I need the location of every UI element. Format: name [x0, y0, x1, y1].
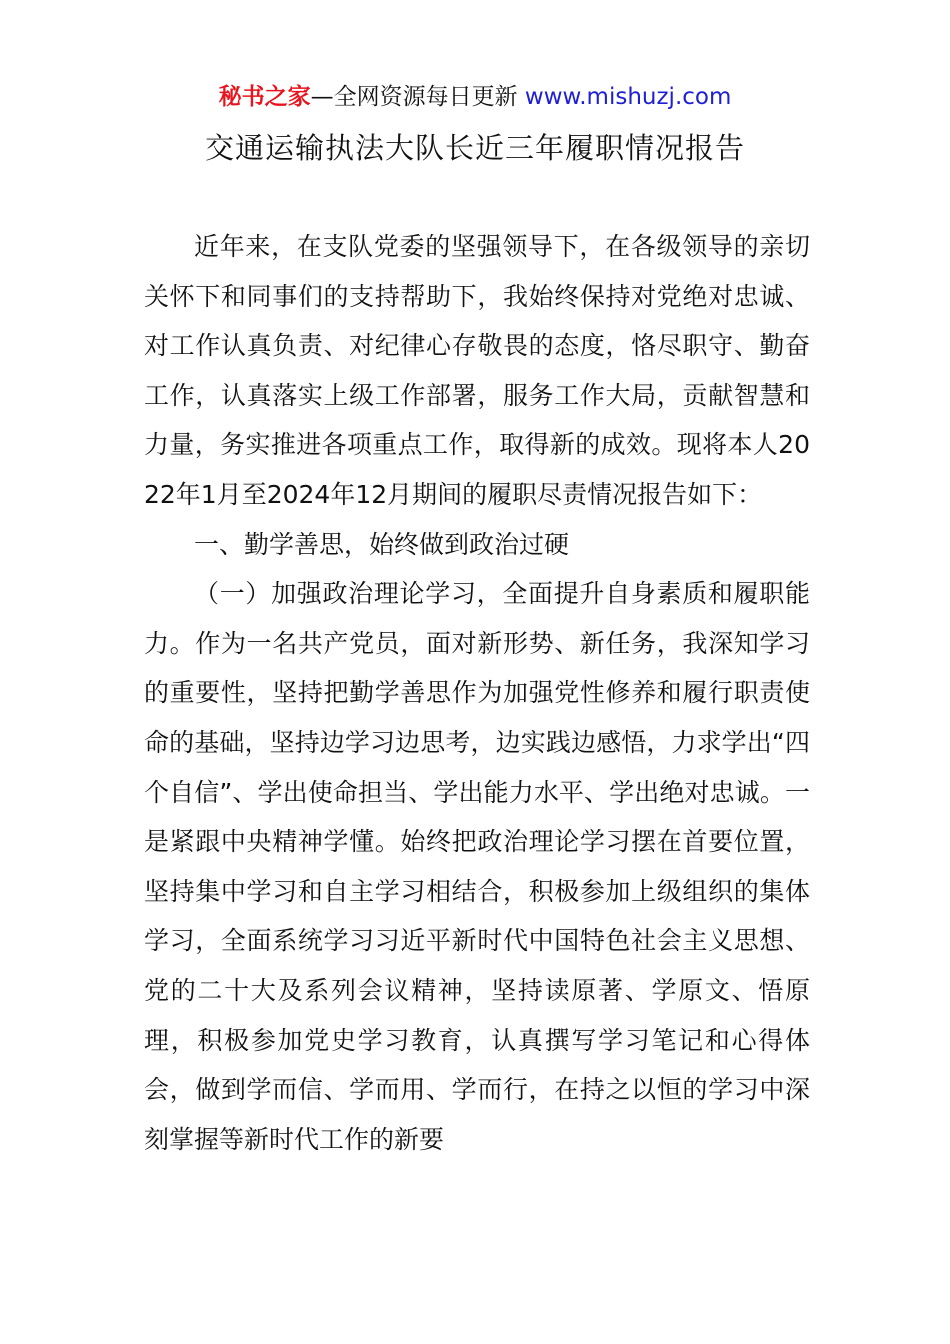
paragraph-intro: 近年来，在支队党委的坚强领导下，在各级领导的亲切关怀下和同事们的支持帮助下，我始终保持对党绝对忠诚、对工作认真负责、对纪律心存敬畏的态度，恪尽职守、勤奋工作，认真落实上级工作部署，服务工作大局，贡献智慧和力量，务实推进各项重点工作，取得新的成效。现将本人2022年1月至2024年12月期间的履职尽责情况报告如下：: [144, 232, 810, 509]
site-url[interactable]: www.mishuzj.com: [524, 84, 732, 110]
document-body: [144, 222, 810, 1164]
brand-name: 秘书之家: [218, 84, 311, 110]
paragraph-section-1-1: （一）加强政治理论学习，全面提升自身素质和履职能力。作为一名共产党员，面对新形势、新任务，我深知学习的重要性，坚持把勤学善思作为加强党性修养和履行职责使命的基础，坚持边学习边思考，边实践边感悟，力求学出“四个自信”、学出使命担当、学出能力水平、学出绝对忠诚。一是紧跟中央精神学懂。始终把政治理论学习摆在首要位置，坚持集中学习和自主学习相结合，积极参加上级组织的集体学习，全面系统学习习近平新时代中国特色社会主义思想、党的二十大及系列会议精神，坚持读原著、学原文、悟原理，积极参加党史学习教育，认真撰写学习笔记和心得体会，做到学而信、学而用、学而行，在持之以恒的学习中深刻掌握等新时代工作的新要: [144, 579, 810, 1154]
site-header: [0, 80, 950, 114]
document-title: 交通运输执法大队长近三年履职情况报告: [204, 131, 745, 165]
header-tagline: —全网资源每日更新: [310, 84, 518, 110]
section-heading-1: 一、勤学善思，始终做到政治过硬: [194, 529, 570, 559]
